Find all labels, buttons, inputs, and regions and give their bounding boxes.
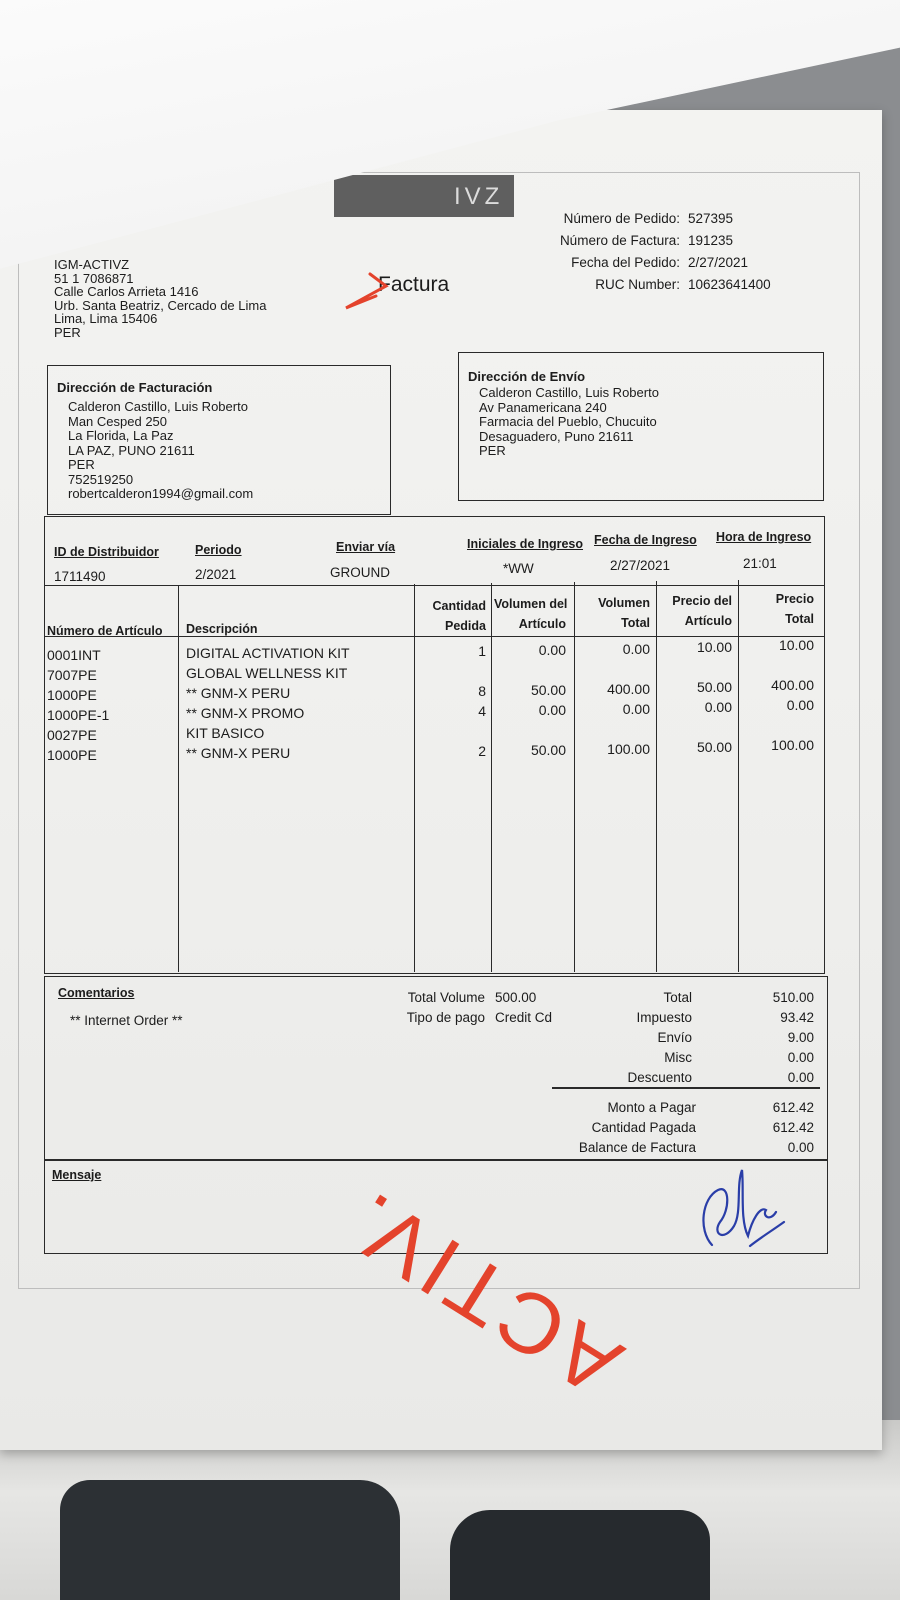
billing-line: La Florida, La Paz — [68, 428, 174, 443]
col-header-description: Descripción — [186, 622, 258, 636]
table-row-vol-total: 0.00 — [622, 701, 650, 717]
col-line-5 — [656, 581, 657, 972]
totals-label-discount: Descuento — [627, 1070, 692, 1085]
info-header-shipvia: Enviar vía — [336, 540, 396, 554]
billing-line: Man Cesped 250 — [68, 413, 168, 429]
red-stamp: ACTIV. — [327, 1171, 638, 1415]
document-title: Factura — [378, 273, 450, 296]
payment-type-value: Credit Cd — [495, 1010, 553, 1025]
table-row-description: KIT BASICO — [186, 725, 265, 741]
background-legs — [60, 1480, 400, 1600]
totals-value-misc: 0.00 — [787, 1050, 814, 1065]
table-row-article: 1000PE — [47, 687, 97, 703]
info-value-date: 2/27/2021 — [610, 558, 671, 573]
table-row-qty: 2 — [478, 743, 486, 759]
table-row-qty — [420, 721, 486, 741]
col-line-6 — [738, 580, 739, 972]
payment-type-label: Tipo de pago — [406, 1010, 485, 1025]
vol-item-column — [494, 640, 566, 760]
comments-title: Comentarios — [58, 986, 135, 1000]
col-header-qty-line2: Pedida — [445, 619, 486, 633]
comments-values — [495, 988, 552, 1028]
shipping-title: Dirección de Envío — [468, 369, 586, 384]
article-column — [47, 645, 109, 765]
totals-label-shipping: Envío — [657, 1030, 692, 1045]
total-volume-label: Total Volume — [407, 990, 485, 1005]
shipping-line: Farmacia del Pueblo, Chucuito — [479, 414, 657, 429]
table-row-qty: 1 — [478, 643, 486, 659]
shipping-line: Desaguadero, Puno 21611 — [479, 428, 634, 444]
table-row-price-item — [660, 657, 732, 677]
meta-label-date: Fecha del Pedido: — [571, 255, 680, 270]
col-header-price-item — [660, 591, 732, 631]
signature-icon — [690, 1150, 800, 1260]
col-header-vol-total-line1: Volumen — [598, 596, 650, 610]
comments-text: ** Internet Order ** — [70, 1013, 183, 1028]
table-row-price-item: 0.00 — [704, 699, 732, 715]
table-row-price-total: 0.00 — [786, 697, 814, 713]
totals-value-shipping: 9.00 — [787, 1030, 814, 1045]
meta-value-order: 527395 — [688, 211, 734, 226]
meta-label-invoice: Número de Factura: — [559, 233, 680, 248]
total-volume-value: 500.00 — [495, 990, 537, 1005]
table-row-article: 1000PE-1 — [47, 707, 110, 723]
table-row-price-total — [742, 655, 814, 675]
table-row-vol-total — [578, 659, 650, 679]
table-row-price-item — [660, 717, 732, 737]
company-logo-bar — [334, 175, 514, 217]
info-header-date: Fecha de Ingreso — [594, 533, 697, 547]
table-row-vol-item: 50.00 — [530, 742, 566, 758]
qty-column — [420, 641, 486, 761]
table-row-article: 0001INT — [47, 647, 101, 663]
comments-labels — [380, 988, 485, 1028]
company-name: IGM-ACTIVZ — [54, 257, 130, 272]
meta-value-invoice: 191235 — [688, 233, 734, 248]
payment-summary-values — [730, 1098, 814, 1158]
col-header-price-total — [742, 589, 814, 629]
amount-due-label: Monto a Pagar — [607, 1100, 696, 1115]
table-row-description: ** GNM-X PROMO — [186, 705, 305, 721]
meta-value-ruc: 10623641400 — [688, 277, 771, 292]
table-row-price-total: 100.00 — [771, 737, 814, 753]
totals-value-tax: 93.42 — [780, 1010, 814, 1025]
invoice-balance-value: 0.00 — [787, 1140, 814, 1155]
table-row-qty: 8 — [478, 683, 486, 699]
table-row-price-total — [742, 715, 814, 735]
totals-label-tax: Impuesto — [636, 1010, 692, 1025]
col-header-vol-total — [578, 593, 650, 633]
totals-divider — [552, 1087, 820, 1089]
company-address-3: Lima, Lima 15406 — [54, 311, 158, 326]
totals-labels — [560, 988, 692, 1088]
red-pen-mark-icon — [340, 268, 400, 316]
col-header-price-item-line2: Artículo — [684, 614, 732, 628]
description-column — [186, 643, 350, 763]
col-line-4 — [574, 582, 575, 972]
meta-value-date: 2/27/2021 — [688, 255, 749, 270]
company-country: PER — [54, 324, 81, 340]
col-header-vol-total-line2: Total — [621, 616, 650, 630]
table-row-description: GLOBAL WELLNESS KIT — [186, 665, 348, 681]
info-header-distributor: ID de Distribuidor — [54, 545, 159, 559]
billing-line: LA PAZ, PUNO 21611 — [68, 442, 195, 458]
totals-label-total: Total — [663, 990, 692, 1005]
info-value-shipvia: GROUND — [330, 565, 390, 580]
company-block — [54, 258, 266, 339]
billing-title: Dirección de Facturación — [57, 380, 213, 395]
table-row-price-item: 10.00 — [696, 639, 732, 655]
totals-value-total: 510.00 — [772, 990, 814, 1005]
shipping-line: PER — [479, 443, 506, 458]
meta-label-ruc: RUC Number: — [595, 277, 680, 292]
info-divider — [44, 585, 825, 586]
price-item-column — [660, 637, 732, 757]
background-legs-2 — [450, 1510, 710, 1600]
shipping-line: Calderon Castillo, Luis Roberto — [479, 385, 659, 400]
meta-labels — [540, 208, 680, 296]
col-header-price-total-line2: Total — [785, 612, 814, 626]
amount-paid-value: 612.42 — [772, 1120, 814, 1135]
table-row-vol-item — [494, 660, 566, 680]
info-header-period: Periodo — [195, 543, 242, 557]
table-row-description: DIGITAL ACTIVATION KIT — [186, 645, 350, 661]
shipping-address-box — [458, 352, 824, 501]
table-row-article: 1000PE — [47, 747, 97, 763]
billing-address-box — [47, 365, 391, 515]
table-row-vol-total: 0.00 — [622, 641, 650, 657]
table-row-vol-item: 50.00 — [530, 682, 566, 698]
meta-values — [688, 208, 771, 296]
table-row-vol-total — [578, 719, 650, 739]
totals-label-misc: Misc — [664, 1050, 692, 1065]
col-header-vol-item-line1: Volumen del — [494, 597, 568, 611]
billing-line: 752519250 — [68, 471, 134, 487]
billing-line: PER — [68, 457, 95, 472]
table-row-article: 0027PE — [47, 727, 97, 743]
company-address-2: Urb. Santa Beatriz, Cercado de Lima — [54, 297, 267, 313]
table-row-vol-item: 0.00 — [538, 642, 566, 658]
table-row-article: 7007PE — [47, 667, 97, 683]
table-row-vol-item: 0.00 — [538, 702, 566, 718]
company-phone: 51 1 7086871 — [54, 270, 134, 286]
price-total-column — [742, 635, 814, 755]
message-title: Mensaje — [52, 1168, 102, 1182]
table-row-qty: 4 — [478, 703, 486, 719]
billing-line: Calderon Castillo, Luis Roberto — [68, 399, 248, 414]
info-header-initials: Iniciales de Ingreso — [467, 537, 584, 551]
info-value-initials: *WW — [503, 561, 534, 576]
table-row-price-item: 50.00 — [696, 679, 732, 695]
col-line-1 — [178, 586, 179, 972]
col-header-qty — [420, 596, 486, 636]
billing-lines — [68, 400, 253, 502]
totals-value-discount: 0.00 — [787, 1070, 814, 1085]
table-row-vol-total: 100.00 — [607, 741, 650, 757]
table-row-price-item: 50.00 — [696, 739, 732, 755]
info-value-period: 2/2021 — [195, 567, 237, 582]
info-header-time: Hora de Ingreso — [716, 530, 812, 544]
table-row-vol-total: 400.00 — [607, 681, 650, 697]
col-header-article: Número de Artículo — [47, 624, 163, 638]
amount-paid-label: Cantidad Pagada — [591, 1120, 696, 1135]
company-address-1: Calle Carlos Arrieta 1416 — [54, 284, 199, 299]
info-value-distributor: 1711490 — [54, 569, 106, 584]
table-row-qty — [420, 661, 486, 681]
table-row-price-total: 10.00 — [778, 637, 814, 653]
meta-label-order: Número de Pedido: — [563, 211, 680, 226]
col-header-price-item-line1: Precio del — [672, 594, 732, 608]
table-row-description: ** GNM-X PERU — [186, 685, 291, 701]
payment-summary-labels — [520, 1098, 696, 1158]
billing-line: robertcalderon1994@gmail.com — [68, 486, 254, 501]
info-value-time: 21:01 — [743, 556, 777, 571]
logo-text: IVZ — [454, 183, 504, 210]
col-header-vol-item — [494, 594, 566, 634]
amount-due-value: 612.42 — [772, 1100, 814, 1115]
table-row-vol-item — [494, 720, 566, 740]
shipping-line: Av Panamericana 240 — [479, 399, 607, 415]
table-row-description: ** GNM-X PERU — [186, 745, 291, 761]
col-line-3 — [491, 583, 492, 972]
col-header-qty-line1: Cantidad — [432, 599, 486, 613]
table-row-price-total: 400.00 — [771, 677, 814, 693]
invoice-balance-label: Balance de Factura — [578, 1140, 696, 1155]
col-line-2 — [414, 584, 415, 972]
totals-values — [730, 988, 814, 1088]
col-header-vol-item-line2: Artículo — [518, 617, 566, 631]
col-header-price-total-line1: Precio — [775, 592, 814, 606]
vol-total-column — [578, 639, 650, 759]
shipping-lines — [479, 386, 659, 459]
